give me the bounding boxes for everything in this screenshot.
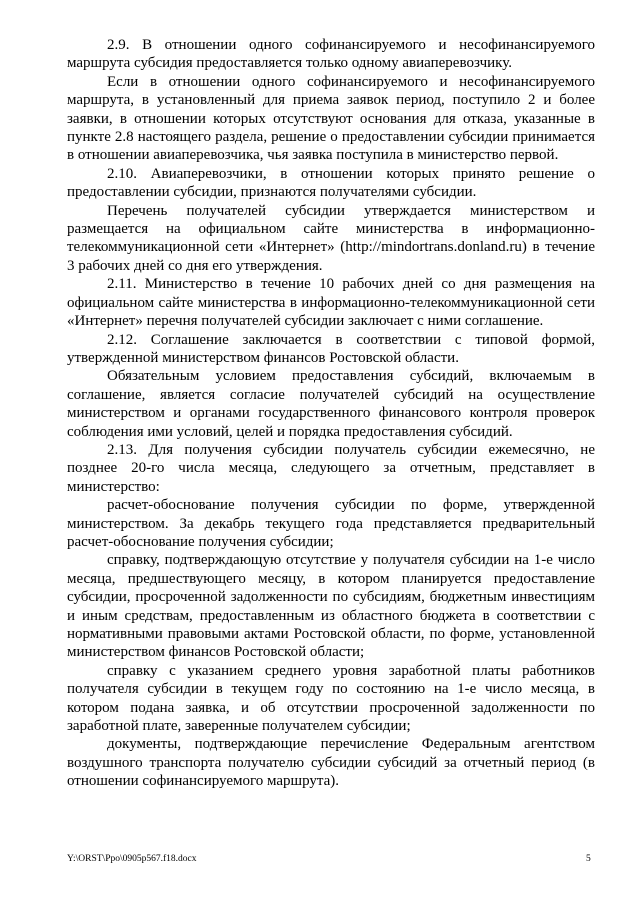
- list-item-debt-certificate: справку, подтверждающую отсутствие у получателя субсидии на 1-е число месяца, предшествующего месяцу, в котором планируется предоставление субсидии, просроченной задолженности по субсидиям, бюджетным инвестициям и иным средствам, предоставленным из областного бюджета в соответствии с нормативными правовыми актами Ростовской области, по форме, установленной министерством финансов Ростовской области;: [67, 552, 595, 661]
- paragraph-2-13: 2.13. Для получения субсидии получатель субсидии ежемесячно, не позднее 20-го числа месяца, следующего за отчетным, представляет в министерство:: [67, 441, 595, 495]
- paragraph-2-10-continued: Перечень получателей субсидии утверждается министерством и размещается на официальном сайте министерства в информационно-телекоммуникационной сети «Интернет» (http://mindortrans.donland.ru) в течение 3 рабочих дней со дня его утверждения.: [67, 202, 595, 274]
- list-item-calculation: расчет-обоснование получения субсидии по форме, утвержденной министерством. За декабрь текущего года представляется предварительный расчет-обоснование получения субсидии;: [67, 497, 595, 550]
- footer-page-number: 5: [586, 854, 591, 864]
- paragraph-2-9: 2.9. В отношении одного софинансируемого и несофинансируемого маршрута субсидия предоставляется только одному авиаперевозчику.: [67, 37, 595, 72]
- document-body: [67, 36, 595, 791]
- paragraph-2-11: 2.11. Министерство в течение 10 рабочих дней со дня размещения на официальном сайте министерства в информационно-телекоммуникационной сети «Интернет» перечня получателей субсидии заключает с ними соглашение.: [67, 276, 595, 330]
- list-item-documents: документы, подтверждающие перечисление Федеральным агентством воздушного транспорта получателю субсидии субсидий за отчетный период (в отношении софинансируемого маршрута).: [67, 736, 595, 790]
- paragraph-2-12: 2.12. Соглашение заключается в соответствии с типовой формой, утвержденной министерством финансов Ростовской области.: [67, 331, 595, 366]
- paragraph-2-12-continued: Обязательным условием предоставления субсидий, включаемым в соглашение, является согласие получателей субсидий на осуществление министерством и органами государственного финансового контроля проверок соблюдения ими условий, целей и порядка предоставления субсидий.: [67, 368, 595, 440]
- list-item-salary-certificate: справку с указанием среднего уровня заработной платы работников получателя субсидии в текущем году по состоянию на 1-е число месяца, в котором подана заявка, и об отсутствии просроченной задолженности по заработной плате, заверенные получателем субсидии;: [67, 662, 595, 735]
- footer-file-path: Y:\ORST\Ppo\0905p567.f18.docx: [67, 854, 197, 864]
- paragraph-2-10: 2.10. Авиаперевозчики, в отношении которых принято решение о предоставлении субсидии, признаются получателями субсидии.: [67, 165, 595, 201]
- paragraph-2-9-continued: Если в отношении одного софинансируемого и несофинансируемого маршрута, в установленный для приема заявок период, поступило 2 и более заявки, в отношении которых отсутствуют основания для отказа, указанные в пункте 2.8 настоящего раздела, решение о предоставлении субсидии принимается в отношении авиаперевозчика, чья заявка поступила в министерство первой.: [67, 73, 595, 164]
